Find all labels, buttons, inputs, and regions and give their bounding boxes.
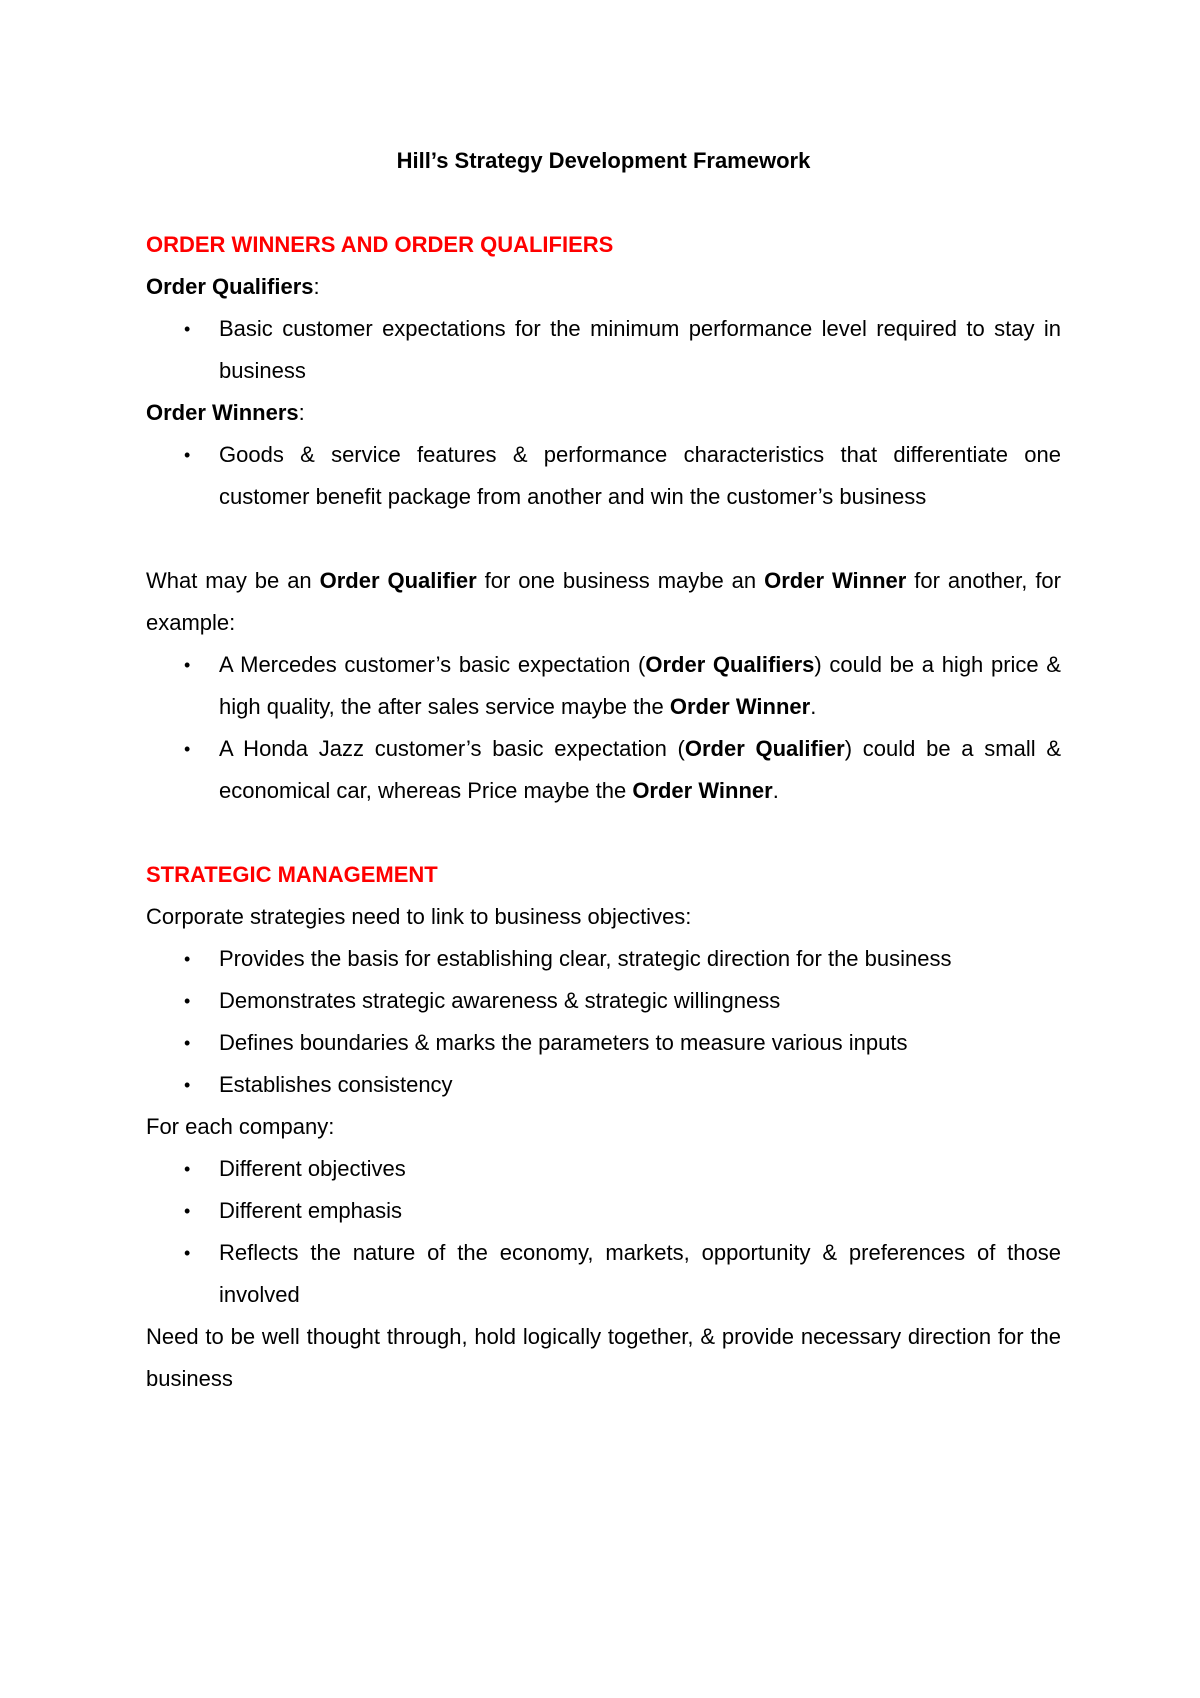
bullet-icon: •: [184, 1243, 191, 1263]
bullet-icon: •: [184, 445, 191, 465]
document-page: [146, 140, 1061, 1400]
list-item: [146, 308, 1061, 392]
winners-label: Order Winners: [146, 400, 299, 425]
bullet-icon: •: [184, 1075, 191, 1095]
example-intro-paragraph: [146, 560, 1061, 644]
list-item-text: Provides the basis for establishing clear, strategic direction for the business: [219, 946, 952, 971]
strategic-list: [146, 938, 1061, 1106]
qualifiers-label-line: [146, 266, 1061, 308]
winners-bullet-text: Goods & service features & performance characteristics that differentiate one customer benefit package from another and win the customer’s business: [219, 442, 1061, 509]
list-item-text: Demonstrates strategic awareness & strategic willingness: [219, 988, 781, 1013]
list-item: [146, 1064, 1061, 1106]
list-item-text: Defines boundaries & marks the parameters to measure various inputs: [219, 1030, 908, 1055]
list-item-text: Different objectives: [219, 1156, 406, 1181]
bullet-icon: •: [184, 1033, 191, 1053]
spacer: [146, 812, 1061, 854]
bullet-icon: •: [184, 1159, 191, 1179]
bullet-icon: •: [184, 739, 191, 759]
winners-list: [146, 434, 1061, 518]
bold-term: Order Qualifier: [684, 736, 845, 761]
list-item: [146, 1148, 1061, 1190]
section-heading-strategic: STRATEGIC MANAGEMENT: [146, 862, 438, 887]
text-run: for one business maybe an: [476, 568, 765, 593]
list-item-text: Establishes consistency: [219, 1072, 453, 1097]
strategic-intro: Corporate strategies need to link to business objectives:: [146, 904, 692, 929]
list-item: [146, 644, 1061, 728]
bullet-icon: •: [184, 655, 191, 675]
bold-term: Order Winner: [632, 778, 773, 803]
text-run: for another, for example:: [146, 568, 1061, 635]
page-title: Hill’s Strategy Development Framework: [396, 148, 811, 173]
bullet-icon: •: [184, 319, 191, 339]
winners-label-line: [146, 392, 1061, 434]
list-item: [146, 728, 1061, 812]
bullet-icon: •: [184, 949, 191, 969]
list-item: [146, 1232, 1061, 1316]
text-run: A Mercedes customer’s basic expectation (: [219, 652, 646, 677]
text-run: .: [810, 694, 817, 719]
qualifiers-label: Order Qualifiers: [146, 274, 314, 299]
bold-term: Order Qualifier: [319, 568, 477, 593]
list-item-text: Different emphasis: [219, 1198, 403, 1223]
colon: :: [298, 400, 305, 425]
list-item: [146, 1022, 1061, 1064]
list-item: [146, 938, 1061, 980]
list-item-text: Reflects the nature of the economy, markets, opportunity & preferences of those involved: [219, 1240, 1061, 1307]
bold-term: Order Winner: [669, 694, 811, 719]
bullet-icon: •: [184, 1201, 191, 1221]
closing-paragraph: Need to be well thought through, hold logically together, & provide necessary direction for the business: [146, 1324, 1061, 1391]
section-heading-order: ORDER WINNERS AND ORDER QUALIFIERS: [146, 232, 614, 257]
text-run: ) could be a small & economical car, whereas Price maybe the: [219, 736, 1062, 803]
text-run: ) could be a high price & high quality, the after sales service maybe the: [219, 652, 1061, 719]
spacer: [146, 518, 1061, 560]
text-run: A Honda Jazz customer’s basic expectation (: [219, 736, 685, 761]
list-item: [146, 1190, 1061, 1232]
text-run: What may be an: [146, 568, 320, 593]
company-list: [146, 1148, 1061, 1316]
list-item: [146, 980, 1061, 1022]
qualifiers-bullet-text: Basic customer expectations for the minimum performance level required to stay in business: [219, 316, 1061, 383]
text-run: .: [772, 778, 779, 803]
company-intro: For each company:: [146, 1114, 335, 1139]
bold-term: Order Winner: [764, 568, 907, 593]
bold-term: Order Qualifiers: [645, 652, 815, 677]
colon: :: [313, 274, 320, 299]
examples-list: [146, 644, 1061, 812]
qualifiers-list: [146, 308, 1061, 392]
bullet-icon: •: [184, 991, 191, 1011]
list-item: [146, 434, 1061, 518]
